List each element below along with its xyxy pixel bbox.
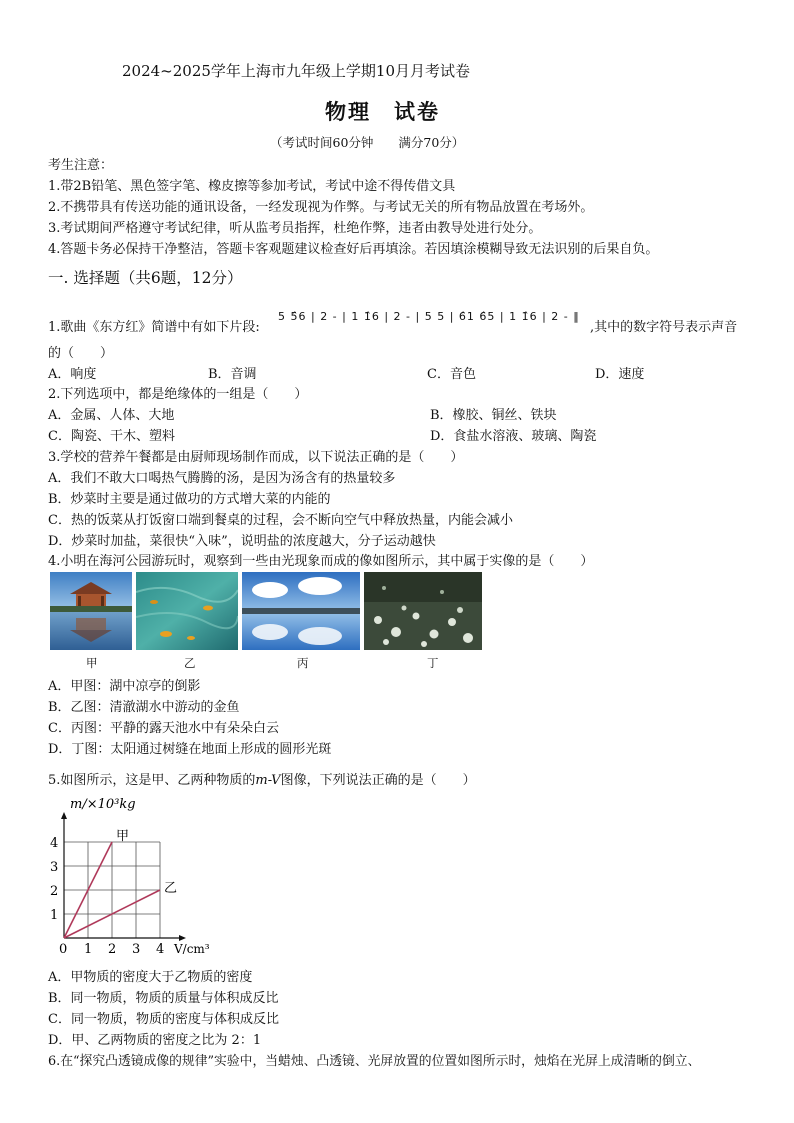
exam-info: （考试时间60分钟 满分70分） [270,135,465,150]
subject-title: 物理 试卷 [325,99,440,124]
photo-caption: 丙 [297,656,309,670]
photo-goldfish-water [136,572,238,650]
y-tick-label: 2 [50,884,59,899]
q1-notation: 5 5̂6 | 2 - | 1 1̂6 | 2 - | 5 5 | 6̂1 6̂5 | 1 1̂6 | 2 - ‖ [278,310,580,323]
q4-option-d[interactable]: D．丁图：太阳通过树缝在地面上形成的圆形光斑 [48,742,332,757]
x-tick-label: 0 [59,942,68,957]
q4-option-b[interactable]: B．乙图：清澈湖水中游动的金鱼 [48,700,240,715]
mv-chart [44,792,234,960]
q5-option-a[interactable]: A．甲物质的密度大于乙物质的密度 [48,970,253,985]
y-tick-label: 4 [50,836,59,851]
photo-light-spots [364,572,482,650]
q4-option-a[interactable]: A．甲图：湖中凉亭的倒影 [48,679,201,694]
q3-stem: 3.学校的营养午餐都是由厨师现场制作而成，以下说法正确的是（ ） [48,450,464,465]
photo-clouds-reflection [242,572,360,650]
x-tick-label: 3 [132,942,141,957]
notice-heading: 考生注意： [48,158,114,173]
y-axis-arrow [61,812,67,819]
q2-option-b[interactable]: B．橡胶、铜丝、铁块 [430,408,557,423]
photo-pavilion-reflection [50,572,132,650]
exam-title: 2024~2025学年上海市九年级上学期10月月考试卷 [122,62,471,80]
photo-caption: 丁 [427,656,439,670]
notice-item: 3.考试期间严格遵守考试纪律，听从监考员指挥，杜绝作弊，违者由教导处进行处分。 [48,221,542,236]
series-label: 乙 [164,881,178,896]
q5-option-d[interactable]: D．甲、乙两物质的密度之比为 2：1 [48,1033,262,1048]
x-axis-label: V/cm³ [174,942,210,956]
q1-option-d[interactable]: D．速度 [595,367,645,382]
q6-stem: 6.在“探究凸透镜成像的规律”实验中，当蜡烛、凸透镜、光屏放置的位置如图所示时，烛焰在光屏上成清晰的倒立、 [48,1054,701,1069]
x-tick-label: 1 [84,942,93,957]
q2-stem: 2.下列选项中，都是绝缘体的一组是（ ） [48,387,308,402]
notice-item: 2.不携带具有传送功能的通讯设备，一经发现视为作弊。与考试无关的所有物品放置在考场外。 [48,200,594,215]
q5-option-c[interactable]: C．同一物质，物质的密度与体积成反比 [48,1012,279,1027]
series-label: 甲 [116,829,130,844]
q5-stem [48,769,476,788]
q3-option-a[interactable]: A．我们不敢大口喝热气腾腾的汤，是因为汤含有的热量较多 [48,471,396,486]
q5-stem-a: 5.如图所示，这是甲、乙两种物质的 [48,773,256,788]
q2-option-c[interactable]: C．陶瓷、干木、塑料 [48,429,175,444]
q5-stem-var: m-V [255,773,281,788]
q2-option-d[interactable]: D．食盐水溶液、玻璃、陶瓷 [430,429,597,444]
notice-item: 4.答题卡务必保持干净整洁，答题卡客观题建议检查好后再填涂。若因填涂模糊导致无法识别的后果自负。 [48,242,659,257]
y-tick-label: 3 [50,860,59,875]
q3-option-d[interactable]: D．炒菜时加盐，菜很快“入味”，说明盐的浓度越大，分子运动越快 [48,534,436,549]
q5-option-b[interactable]: B．同一物质，物质的质量与体积成反比 [48,991,279,1006]
q3-option-c[interactable]: C．热的饭菜从打饭窗口端到餐桌的过程，会不断向空气中释放热量，内能会减小 [48,513,513,528]
q4-stem: 4.小明在海河公园游玩时，观察到一些由光现象而成的像如图所示，其中属于实像的是（ ） [48,554,594,569]
q1-option-b[interactable]: B．音调 [208,367,257,382]
q2-option-a[interactable]: A．金属、人体、大地 [48,408,175,423]
q1-stem: 1.歌曲《东方红》简谱中有如下片段: [48,320,260,335]
photo-caption: 乙 [184,656,196,670]
q1-option-c[interactable]: C．音色 [427,367,476,382]
q1-option-a[interactable]: A．响度 [48,367,97,382]
q4-option-c[interactable]: C．丙图：平静的露天池水中有朵朵白云 [48,721,279,736]
y-tick-label: 1 [50,908,59,923]
q3-option-b[interactable]: B．炒菜时主要是通过做功的方式增大菜的内能的 [48,492,331,507]
photo-caption: 甲 [86,656,98,670]
notice-item: 1.带2B铅笔、黑色签字笔、橡皮擦等参加考试，考试中途不得传借文具 [48,179,456,194]
x-axis-arrow [179,935,186,941]
q5-stem-b: 图像，下列说法正确的是（ ） [280,773,476,788]
q1-stem-end: 的（ ） [48,346,114,361]
section-heading: 一. 选择题（共6题，12分） [48,269,243,287]
x-tick-label: 4 [156,942,165,957]
y-axis-label: m/×10³kg [70,797,136,812]
q1-stem-cont: ,其中的数字符号表示声音 [590,320,738,335]
x-tick-label: 2 [108,942,117,957]
